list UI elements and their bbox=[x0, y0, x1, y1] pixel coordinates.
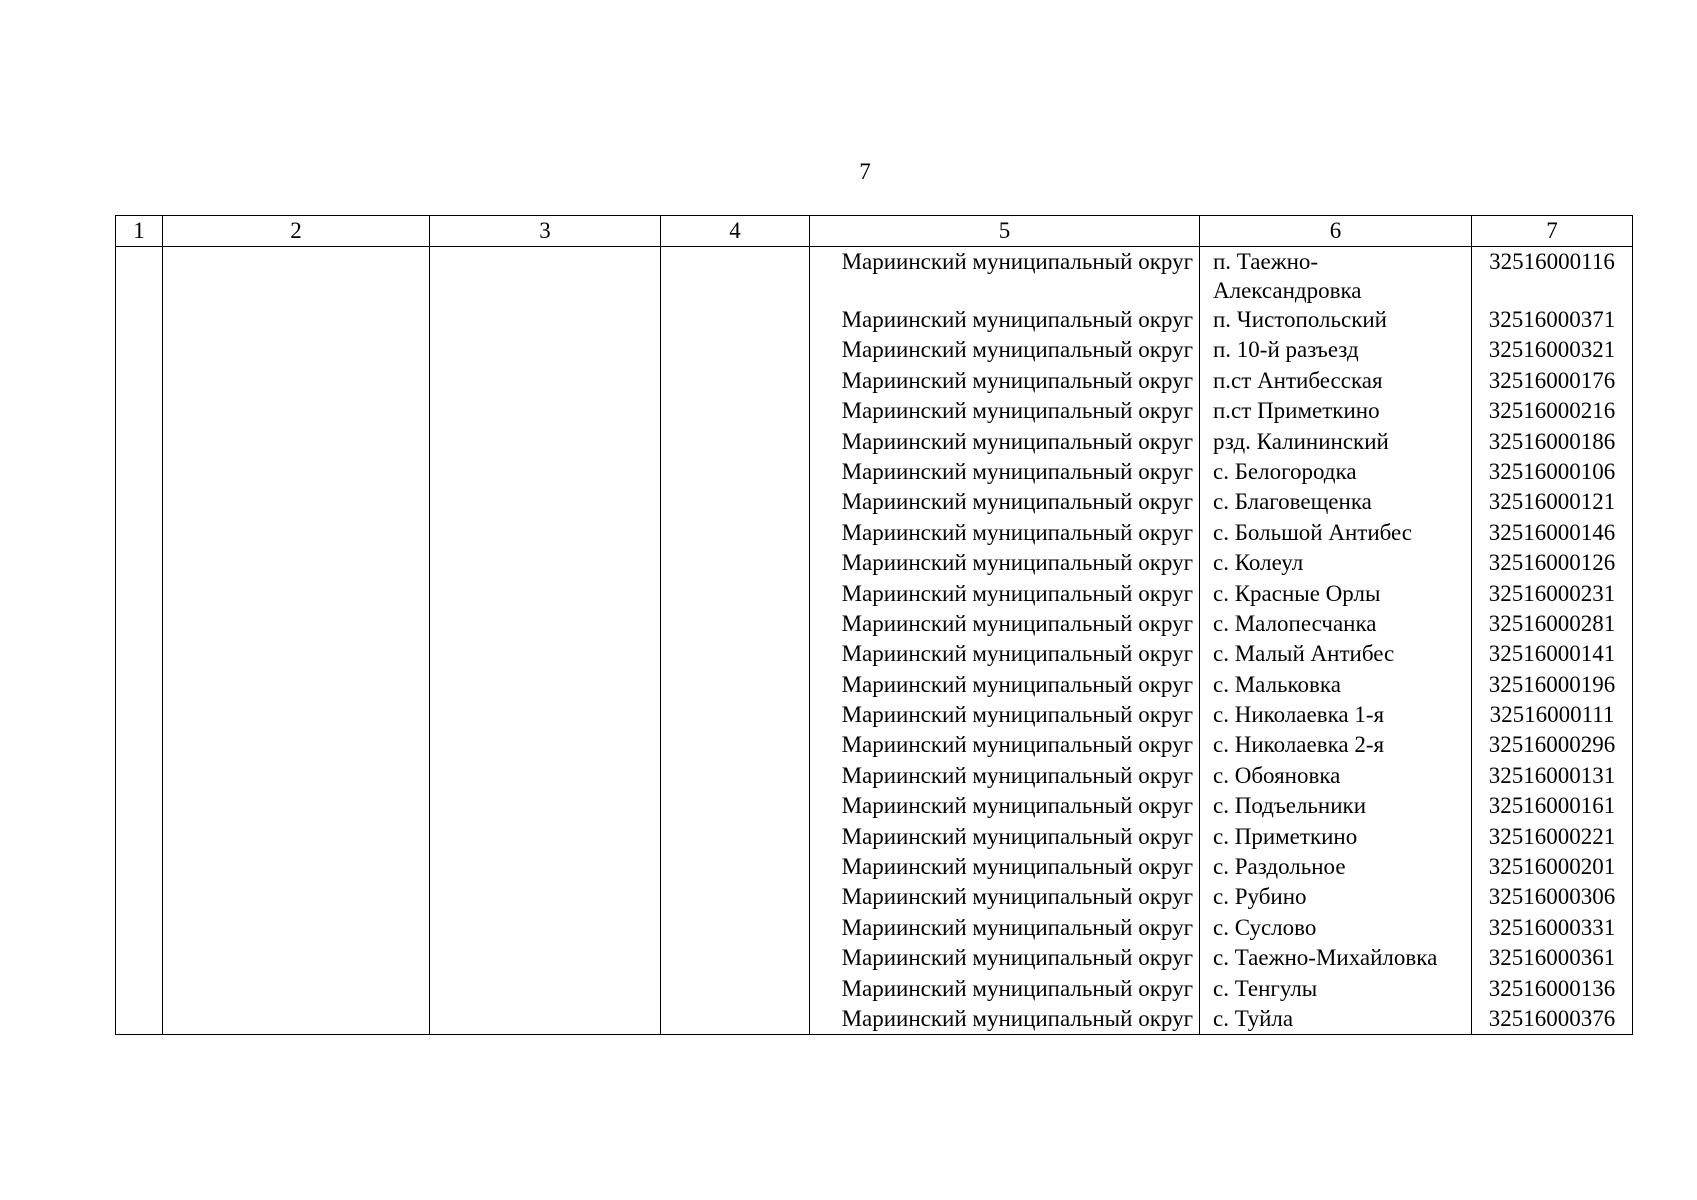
place-cell bbox=[1200, 247, 1472, 306]
empty-cell-col-3 bbox=[430, 1004, 661, 1035]
place-cell: с. Подъельники bbox=[1200, 791, 1472, 821]
table-row bbox=[116, 366, 1633, 396]
column-header-4: 4 bbox=[661, 216, 810, 247]
place-cell: рзд. Калининский bbox=[1200, 427, 1472, 457]
table-row bbox=[116, 579, 1633, 609]
empty-cell-col-3 bbox=[430, 974, 661, 1004]
district-cell: Мариинский муниципальный округ bbox=[810, 609, 1200, 639]
empty-cell-col-1 bbox=[116, 305, 163, 335]
table-row bbox=[116, 305, 1633, 335]
place-line: п. Таежно- bbox=[1213, 249, 1319, 274]
code-cell: 32516000186 bbox=[1472, 427, 1633, 457]
district-cell: Мариинский муниципальный округ bbox=[810, 943, 1200, 973]
district-cell: Мариинский муниципальный округ bbox=[810, 882, 1200, 912]
table-row bbox=[116, 913, 1633, 943]
empty-cell-col-2 bbox=[163, 396, 430, 426]
place-cell: с. Рубино bbox=[1200, 882, 1472, 912]
empty-cell-col-2 bbox=[163, 487, 430, 517]
column-header-2: 2 bbox=[163, 216, 430, 247]
empty-cell-col-4 bbox=[661, 335, 810, 365]
empty-cell-col-3 bbox=[430, 822, 661, 852]
empty-cell-col-3 bbox=[430, 700, 661, 730]
empty-cell-col-1 bbox=[116, 852, 163, 882]
table-row bbox=[116, 396, 1633, 426]
empty-cell-col-4 bbox=[661, 822, 810, 852]
empty-cell-col-1 bbox=[116, 670, 163, 700]
empty-cell-col-3 bbox=[430, 670, 661, 700]
place-cell: с. Обояновка bbox=[1200, 761, 1472, 791]
code-cell: 32516000121 bbox=[1472, 487, 1633, 517]
empty-cell-col-2 bbox=[163, 457, 430, 487]
empty-cell-col-2 bbox=[163, 609, 430, 639]
district-cell: Мариинский муниципальный округ bbox=[810, 518, 1200, 548]
empty-cell-col-4 bbox=[661, 366, 810, 396]
district-cell: Мариинский муниципальный округ bbox=[810, 700, 1200, 730]
empty-cell-col-4 bbox=[661, 730, 810, 760]
empty-cell-col-3 bbox=[430, 457, 661, 487]
empty-cell-col-1 bbox=[116, 882, 163, 912]
column-header-3: 3 bbox=[430, 216, 661, 247]
empty-cell-col-3 bbox=[430, 366, 661, 396]
district-cell: Мариинский муниципальный округ bbox=[810, 822, 1200, 852]
empty-cell-col-3 bbox=[430, 335, 661, 365]
table-row bbox=[116, 852, 1633, 882]
empty-cell-col-1 bbox=[116, 791, 163, 821]
place-cell: с. Малый Антибес bbox=[1200, 639, 1472, 669]
empty-cell-col-4 bbox=[661, 305, 810, 335]
settlements-table bbox=[115, 215, 1633, 1035]
place-cell: п.ст Приметкино bbox=[1200, 396, 1472, 426]
empty-cell-col-4 bbox=[661, 882, 810, 912]
code-cell: 32516000141 bbox=[1472, 639, 1633, 669]
empty-cell-col-3 bbox=[430, 427, 661, 457]
empty-cell-col-1 bbox=[116, 579, 163, 609]
place-cell: с. Николаевка 1-я bbox=[1200, 700, 1472, 730]
code-cell: 32516000136 bbox=[1472, 974, 1633, 1004]
table-row bbox=[116, 761, 1633, 791]
code-cell: 32516000281 bbox=[1472, 609, 1633, 639]
table-row bbox=[116, 548, 1633, 578]
empty-cell-col-2 bbox=[163, 943, 430, 973]
empty-cell-col-4 bbox=[661, 1004, 810, 1035]
empty-cell-col-2 bbox=[163, 822, 430, 852]
empty-cell-col-3 bbox=[430, 487, 661, 517]
empty-cell-col-1 bbox=[116, 427, 163, 457]
table-row bbox=[116, 247, 1633, 306]
district-cell: Мариинский муниципальный округ bbox=[810, 305, 1200, 335]
table-row bbox=[116, 730, 1633, 760]
empty-cell-col-2 bbox=[163, 730, 430, 760]
empty-cell-col-1 bbox=[116, 335, 163, 365]
empty-cell-col-2 bbox=[163, 427, 430, 457]
empty-cell-col-2 bbox=[163, 335, 430, 365]
empty-cell-col-2 bbox=[163, 882, 430, 912]
place-cell: с. Малопесчанка bbox=[1200, 609, 1472, 639]
empty-cell-col-4 bbox=[661, 913, 810, 943]
place-cell: п.ст Антибесская bbox=[1200, 366, 1472, 396]
empty-cell-col-4 bbox=[661, 852, 810, 882]
code-cell: 32516000201 bbox=[1472, 852, 1633, 882]
place-cell: с. Благовещенка bbox=[1200, 487, 1472, 517]
column-header-1: 1 bbox=[116, 216, 163, 247]
code-cell: 32516000221 bbox=[1472, 822, 1633, 852]
code-cell: 32516000106 bbox=[1472, 457, 1633, 487]
empty-cell-col-4 bbox=[661, 457, 810, 487]
district-cell: Мариинский муниципальный округ bbox=[810, 974, 1200, 1004]
empty-cell-col-4 bbox=[661, 396, 810, 426]
empty-cell-col-2 bbox=[163, 852, 430, 882]
table-row bbox=[116, 518, 1633, 548]
empty-cell-col-3 bbox=[430, 639, 661, 669]
empty-cell-col-4 bbox=[661, 579, 810, 609]
empty-cell-col-4 bbox=[661, 761, 810, 791]
empty-cell-col-1 bbox=[116, 366, 163, 396]
table-row bbox=[116, 974, 1633, 1004]
table-row bbox=[116, 427, 1633, 457]
code-cell: 32516000306 bbox=[1472, 882, 1633, 912]
empty-cell-col-1 bbox=[116, 639, 163, 669]
table-row bbox=[116, 639, 1633, 669]
empty-cell-col-4 bbox=[661, 487, 810, 517]
place-cell: с. Туйла bbox=[1200, 1004, 1472, 1035]
empty-cell-col-4 bbox=[661, 791, 810, 821]
empty-cell-col-4 bbox=[661, 639, 810, 669]
empty-cell-col-3 bbox=[430, 761, 661, 791]
district-cell: Мариинский муниципальный округ bbox=[810, 457, 1200, 487]
column-header-5: 5 bbox=[810, 216, 1200, 247]
empty-cell-col-2 bbox=[163, 974, 430, 1004]
table-row bbox=[116, 882, 1633, 912]
district-cell: Мариинский муниципальный округ bbox=[810, 335, 1200, 365]
empty-cell-col-1 bbox=[116, 730, 163, 760]
code-cell: 32516000371 bbox=[1472, 305, 1633, 335]
district-cell: Мариинский муниципальный округ bbox=[810, 1004, 1200, 1035]
empty-cell-col-1 bbox=[116, 974, 163, 1004]
code-cell: 32516000321 bbox=[1472, 335, 1633, 365]
code-cell: 32516000331 bbox=[1472, 913, 1633, 943]
empty-cell-col-2 bbox=[163, 548, 430, 578]
empty-cell-col-3 bbox=[430, 852, 661, 882]
code-cell: 32516000131 bbox=[1472, 761, 1633, 791]
district-cell: Мариинский муниципальный округ bbox=[810, 852, 1200, 882]
district-cell: Мариинский муниципальный округ bbox=[810, 913, 1200, 943]
place-cell: с. Таежно-Михайловка bbox=[1200, 943, 1472, 973]
code-cell: 32516000296 bbox=[1472, 730, 1633, 760]
column-header-6: 6 bbox=[1200, 216, 1472, 247]
empty-cell-col-3 bbox=[430, 730, 661, 760]
code-cell: 32516000116 bbox=[1472, 247, 1633, 306]
table-row bbox=[116, 335, 1633, 365]
empty-cell-col-1 bbox=[116, 700, 163, 730]
code-cell: 32516000146 bbox=[1472, 518, 1633, 548]
empty-cell-col-3 bbox=[430, 579, 661, 609]
empty-cell-col-4 bbox=[661, 700, 810, 730]
empty-cell-col-4 bbox=[661, 609, 810, 639]
page-number: 7 bbox=[859, 159, 871, 184]
district-cell: Мариинский муниципальный округ bbox=[810, 730, 1200, 760]
empty-cell-col-4 bbox=[661, 943, 810, 973]
table-body bbox=[116, 247, 1633, 1035]
empty-cell-col-1 bbox=[116, 396, 163, 426]
district-cell: Мариинский муниципальный округ bbox=[810, 487, 1200, 517]
place-cell: п. 10-й разъезд bbox=[1200, 335, 1472, 365]
place-line: Александровка bbox=[1213, 278, 1362, 303]
table-row bbox=[116, 457, 1633, 487]
empty-cell-col-1 bbox=[116, 548, 163, 578]
empty-cell-col-2 bbox=[163, 913, 430, 943]
empty-cell-col-2 bbox=[163, 791, 430, 821]
code-cell: 32516000111 bbox=[1472, 700, 1633, 730]
empty-cell-col-3 bbox=[430, 305, 661, 335]
empty-cell-col-3 bbox=[430, 247, 661, 306]
code-cell: 32516000161 bbox=[1472, 791, 1633, 821]
table-row bbox=[116, 487, 1633, 517]
table-row bbox=[116, 791, 1633, 821]
district-cell: Мариинский муниципальный округ bbox=[810, 579, 1200, 609]
table-row bbox=[116, 609, 1633, 639]
empty-cell-col-2 bbox=[163, 700, 430, 730]
district-cell: Мариинский муниципальный округ bbox=[810, 427, 1200, 457]
place-cell: с. Мальковка bbox=[1200, 670, 1472, 700]
code-cell: 32516000176 bbox=[1472, 366, 1633, 396]
empty-cell-col-1 bbox=[116, 609, 163, 639]
place-cell: п. Чистопольский bbox=[1200, 305, 1472, 335]
district-cell: Мариинский муниципальный округ bbox=[810, 791, 1200, 821]
district-cell: Мариинский муниципальный округ bbox=[810, 761, 1200, 791]
code-cell: 32516000231 bbox=[1472, 579, 1633, 609]
column-header-7: 7 bbox=[1472, 216, 1633, 247]
table-header bbox=[116, 216, 1633, 247]
empty-cell-col-4 bbox=[661, 427, 810, 457]
table-row bbox=[116, 1004, 1633, 1035]
table-row bbox=[116, 822, 1633, 852]
empty-cell-col-3 bbox=[430, 882, 661, 912]
empty-cell-col-1 bbox=[116, 913, 163, 943]
empty-cell-col-3 bbox=[430, 791, 661, 821]
empty-cell-col-2 bbox=[163, 639, 430, 669]
place-cell: с. Суслово bbox=[1200, 913, 1472, 943]
empty-cell-col-3 bbox=[430, 518, 661, 548]
empty-cell-col-1 bbox=[116, 518, 163, 548]
place-cell: с. Тенгулы bbox=[1200, 974, 1472, 1004]
empty-cell-col-4 bbox=[661, 548, 810, 578]
place-cell: с. Красные Орлы bbox=[1200, 579, 1472, 609]
empty-cell-col-3 bbox=[430, 396, 661, 426]
table-row bbox=[116, 943, 1633, 973]
empty-cell-col-2 bbox=[163, 670, 430, 700]
empty-cell-col-1 bbox=[116, 457, 163, 487]
place-cell: с. Колеул bbox=[1200, 548, 1472, 578]
code-cell: 32516000361 bbox=[1472, 943, 1633, 973]
district-cell: Мариинский муниципальный округ bbox=[810, 670, 1200, 700]
place-cell: с. Николаевка 2-я bbox=[1200, 730, 1472, 760]
empty-cell-col-3 bbox=[430, 943, 661, 973]
empty-cell-col-1 bbox=[116, 1004, 163, 1035]
empty-cell-col-3 bbox=[430, 609, 661, 639]
empty-cell-col-2 bbox=[163, 305, 430, 335]
district-cell: Мариинский муниципальный округ bbox=[810, 548, 1200, 578]
code-cell: 32516000216 bbox=[1472, 396, 1633, 426]
empty-cell-col-4 bbox=[661, 247, 810, 306]
empty-cell-col-4 bbox=[661, 518, 810, 548]
empty-cell-col-1 bbox=[116, 487, 163, 517]
code-cell: 32516000126 bbox=[1472, 548, 1633, 578]
district-cell: Мариинский муниципальный округ bbox=[810, 396, 1200, 426]
empty-cell-col-1 bbox=[116, 761, 163, 791]
place-cell: с. Большой Антибес bbox=[1200, 518, 1472, 548]
empty-cell-col-4 bbox=[661, 974, 810, 1004]
empty-cell-col-2 bbox=[163, 761, 430, 791]
empty-cell-col-2 bbox=[163, 1004, 430, 1035]
empty-cell-col-2 bbox=[163, 247, 430, 306]
empty-cell-col-2 bbox=[163, 366, 430, 396]
table-row bbox=[116, 700, 1633, 730]
empty-cell-col-4 bbox=[661, 670, 810, 700]
district-cell: Мариинский муниципальный округ bbox=[810, 247, 1200, 306]
code-cell: 32516000196 bbox=[1472, 670, 1633, 700]
empty-cell-col-1 bbox=[116, 822, 163, 852]
place-cell: с. Раздольное bbox=[1200, 852, 1472, 882]
district-cell: Мариинский муниципальный округ bbox=[810, 639, 1200, 669]
code-cell: 32516000376 bbox=[1472, 1004, 1633, 1035]
place-cell: с. Приметкино bbox=[1200, 822, 1472, 852]
empty-cell-col-2 bbox=[163, 518, 430, 548]
table-header-row bbox=[116, 216, 1633, 247]
empty-cell-col-2 bbox=[163, 579, 430, 609]
place-cell: с. Белогородка bbox=[1200, 457, 1472, 487]
table-row bbox=[116, 670, 1633, 700]
empty-cell-col-3 bbox=[430, 548, 661, 578]
district-cell: Мариинский муниципальный округ bbox=[810, 366, 1200, 396]
empty-cell-col-1 bbox=[116, 247, 163, 306]
empty-cell-col-1 bbox=[116, 943, 163, 973]
empty-cell-col-3 bbox=[430, 913, 661, 943]
